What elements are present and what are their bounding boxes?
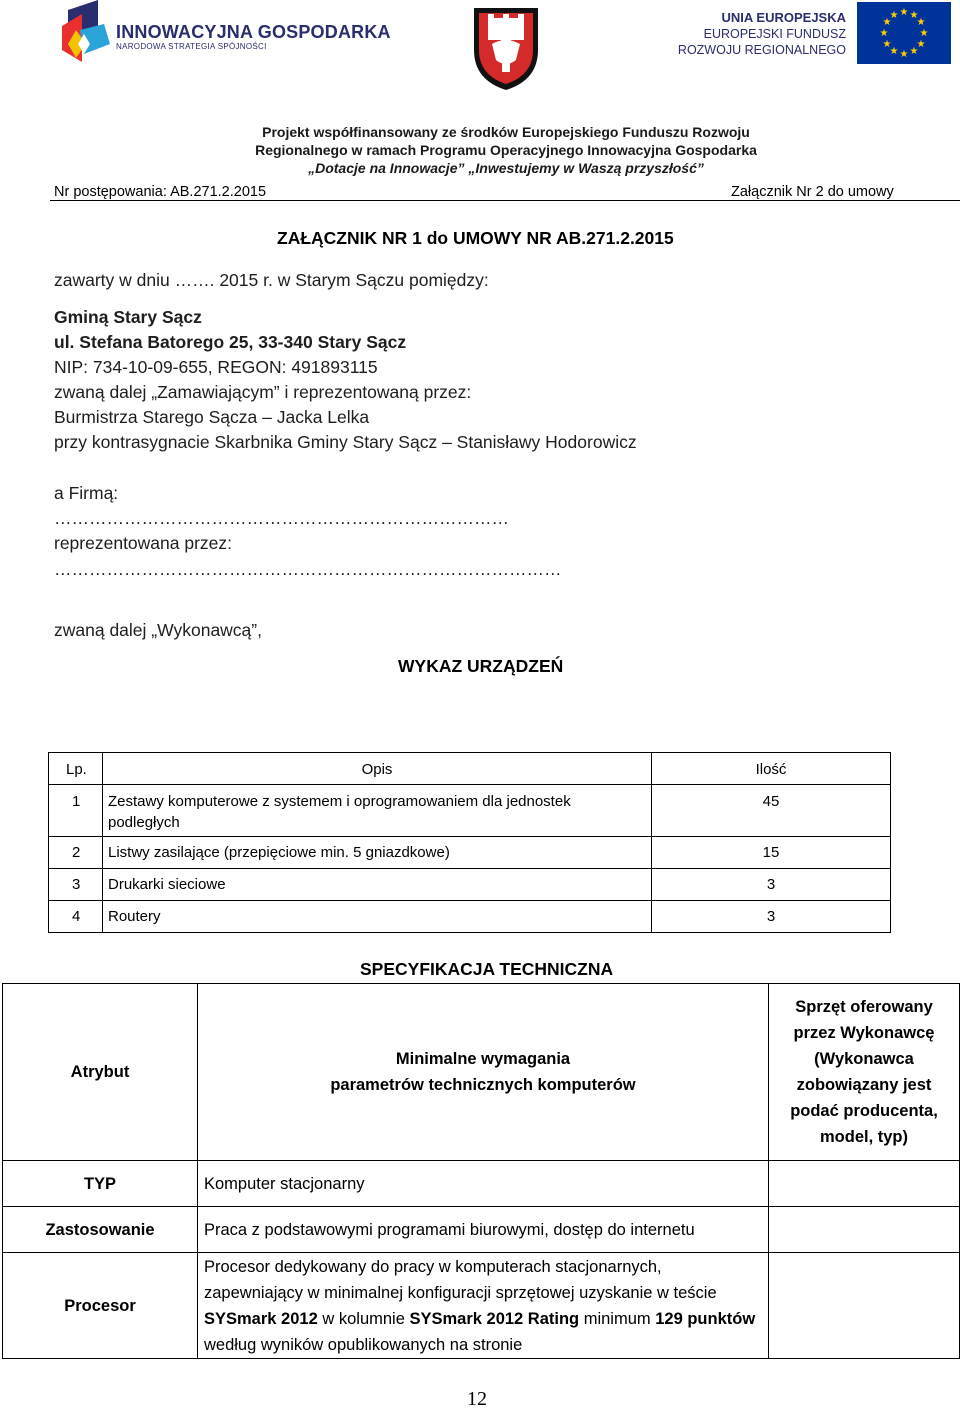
party1-zwana: zwaną dalej „Zamawiającym” i reprezentowaną przez:	[54, 382, 472, 402]
logo-subtitle: NARODOWA STRATEGIA SPÓJNOŚCI	[116, 42, 267, 51]
cell-opis-line1: Zestawy komputerowe z systemem i oprogramowaniem dla jednostek	[108, 793, 571, 810]
spec-offered-procesor	[769, 1253, 960, 1359]
spec-offered-typ	[769, 1161, 960, 1207]
procesor-line4: według wyników opublikowanych na stronie	[204, 1335, 523, 1354]
party-zamawiajacy	[54, 305, 637, 455]
procesor-line1: Procesor dedykowany do pracy w komputerach stacjonarnych,	[204, 1257, 662, 1276]
party1-nip: NIP: 734-10-09-655, REGON: 491893115	[54, 357, 378, 377]
cell-opis	[103, 785, 652, 837]
annex-label: Załącznik Nr 2 do umowy	[731, 184, 894, 200]
spec-header-offered	[769, 984, 960, 1161]
spec-header-offered-l5: podać producenta,	[790, 1102, 938, 1120]
project-statement	[0, 123, 960, 177]
svg-text:★: ★	[889, 46, 899, 57]
logo-title: INNOWACYJNA GOSPODARKA	[116, 22, 391, 42]
cell-ilosc: 15	[652, 837, 891, 869]
col-ilosc-header: Ilość	[652, 753, 891, 785]
svg-text:★: ★	[899, 49, 909, 60]
spec-row-zastosowanie	[3, 1207, 960, 1253]
spec-value-zastosowanie: Praca z podstawowymi programami biurowymi, dostęp do internetu	[198, 1207, 769, 1253]
procesor-text-a: w kolumnie	[317, 1309, 410, 1328]
svg-text:★: ★	[909, 10, 919, 21]
spec-value-typ: Komputer stacjonarny	[198, 1161, 769, 1207]
svg-text:★: ★	[916, 17, 926, 28]
svg-text:★: ★	[879, 28, 889, 39]
cell-lp: 1	[49, 785, 103, 837]
party2-label: a Firmą:	[54, 483, 119, 503]
spec-header-offered-l3: (Wykonawca	[814, 1050, 914, 1068]
spec-header-atrybut: Atrybut	[3, 984, 198, 1161]
party1-address: ul. Stefana Batorego 25, 33-340 Stary Sącz	[54, 332, 407, 352]
svg-text:★: ★	[919, 28, 929, 39]
procesor-points: 129 punktów	[655, 1309, 756, 1328]
innowacyjna-gospodarka-logo	[60, 0, 391, 68]
spec-attr-procesor: Procesor	[3, 1253, 198, 1359]
spec-header-min	[198, 984, 769, 1161]
cell-opis: Listwy zasilające (przepięciowe min. 5 gniazdkowe)	[103, 837, 652, 869]
spec-row-procesor	[3, 1253, 960, 1359]
devices-table	[48, 752, 891, 933]
col-lp-header: Lp.	[49, 753, 103, 785]
eu-flag-icon	[857, 2, 951, 64]
project-line-3: „Dotacje na Innowacje” „Inwestujemy w Waszą przyszłość”	[308, 160, 704, 176]
procesor-rating: SYSmark 2012 Rating	[409, 1309, 580, 1328]
party1-name: Gminą Stary Sącz	[54, 307, 202, 327]
contract-date-line: zawarty w dniu ……. 2015 r. w Starym Sączu pomiędzy:	[54, 270, 489, 290]
eu-line1: UNIA EUROPEJSKA	[721, 10, 846, 25]
cell-opis: Drukarki sieciowe	[103, 869, 652, 901]
svg-text:★: ★	[882, 17, 892, 28]
table-row	[49, 869, 891, 901]
spec-title: SPECYFIKACJA TECHNICZNA	[360, 959, 614, 979]
cell-ilosc: 3	[652, 869, 891, 901]
table-row	[49, 785, 891, 837]
cell-opis-line2: podległych	[108, 814, 180, 831]
party2-rep-blank: ……………………………………………………………………………	[54, 559, 562, 579]
svg-text:★: ★	[899, 7, 909, 18]
spec-header-offered-l6: model, typ)	[819, 1128, 908, 1146]
col-opis-header: Opis	[103, 753, 652, 785]
wykaz-title: WYKAZ URZĄDZEŃ	[398, 656, 564, 676]
project-line-1: Projekt współfinansowany ze środków Europejskiego Funduszu Rozwoju	[262, 124, 750, 140]
spec-header-offered-l4: zobowiązany jest	[796, 1076, 932, 1094]
party2-rep-label: reprezentowana przez:	[54, 533, 233, 553]
cell-lp: 4	[49, 901, 103, 933]
spec-header-row	[3, 984, 960, 1161]
spec-header-min-l1: Minimalne wymagania	[395, 1050, 571, 1068]
cell-ilosc: 3	[652, 901, 891, 933]
project-line-2: Regionalnego w ramach Programu Operacyjnego Innowacyjna Gospodarka	[255, 142, 757, 158]
eu-fund-caption	[678, 10, 846, 58]
cell-lp: 3	[49, 869, 103, 901]
cell-lp: 2	[49, 837, 103, 869]
cell-opis: Routery	[103, 901, 652, 933]
svg-text:★: ★	[909, 46, 919, 57]
spec-table	[2, 983, 960, 1359]
page-number: 12	[467, 1388, 487, 1410]
eu-line3: ROZWOJU REGIONALNEGO	[677, 43, 846, 57]
procedure-number: Nr postępowania: AB.271.2.2015	[54, 184, 267, 200]
coat-of-arms-icon	[468, 2, 544, 92]
spec-header-min-l2: parametrów technicznych komputerów	[330, 1076, 636, 1094]
table-row	[49, 837, 891, 869]
spec-attr-typ: TYP	[3, 1161, 198, 1207]
svg-text:★: ★	[882, 39, 892, 50]
eu-line2: EUROPEJSKI FUNDUSZ	[703, 27, 846, 41]
header-divider	[50, 200, 960, 201]
spec-header-offered-l1: Sprzęt oferowany	[795, 998, 933, 1016]
cell-ilosc: 45	[652, 785, 891, 837]
procesor-line2: zapewniający w minimalnej konfiguracji sprzętowej uzyskanie w teście	[204, 1283, 717, 1302]
party1-representative: Burmistrza Starego Sącza – Jacka Lelka	[54, 407, 370, 427]
spec-value-procesor	[198, 1253, 769, 1359]
procesor-text-b: minimum	[579, 1309, 656, 1328]
stary-sacz-crest	[468, 2, 544, 92]
procesor-benchmark: SYSmark 2012	[204, 1309, 318, 1328]
party1-countersign: przy kontrasygnacie Skarbnika Gminy Stary Sącz – Stanisławy Hodorowicz	[54, 432, 637, 452]
spec-header-offered-l2: przez Wykonawcę	[793, 1024, 935, 1042]
document-title: ZAŁĄCZNIK NR 1 do UMOWY NR AB.271.2.2015	[277, 228, 674, 248]
party2-zwana: zwaną dalej „Wykonawcą”,	[54, 620, 262, 640]
svg-text:★: ★	[916, 39, 926, 50]
spec-offered-zastosowanie	[769, 1207, 960, 1253]
innowacyjna-gospodarka-emblem-icon	[60, 0, 112, 66]
table-header-row	[49, 753, 891, 785]
svg-text:★: ★	[889, 10, 899, 21]
spec-row-typ	[3, 1161, 960, 1207]
eu-flag	[857, 2, 951, 64]
table-row	[49, 901, 891, 933]
party2-name-blank: ……………………………………………………………………	[54, 508, 509, 528]
procesor-line3	[204, 1306, 768, 1332]
spec-attr-zastosowanie: Zastosowanie	[3, 1207, 198, 1253]
